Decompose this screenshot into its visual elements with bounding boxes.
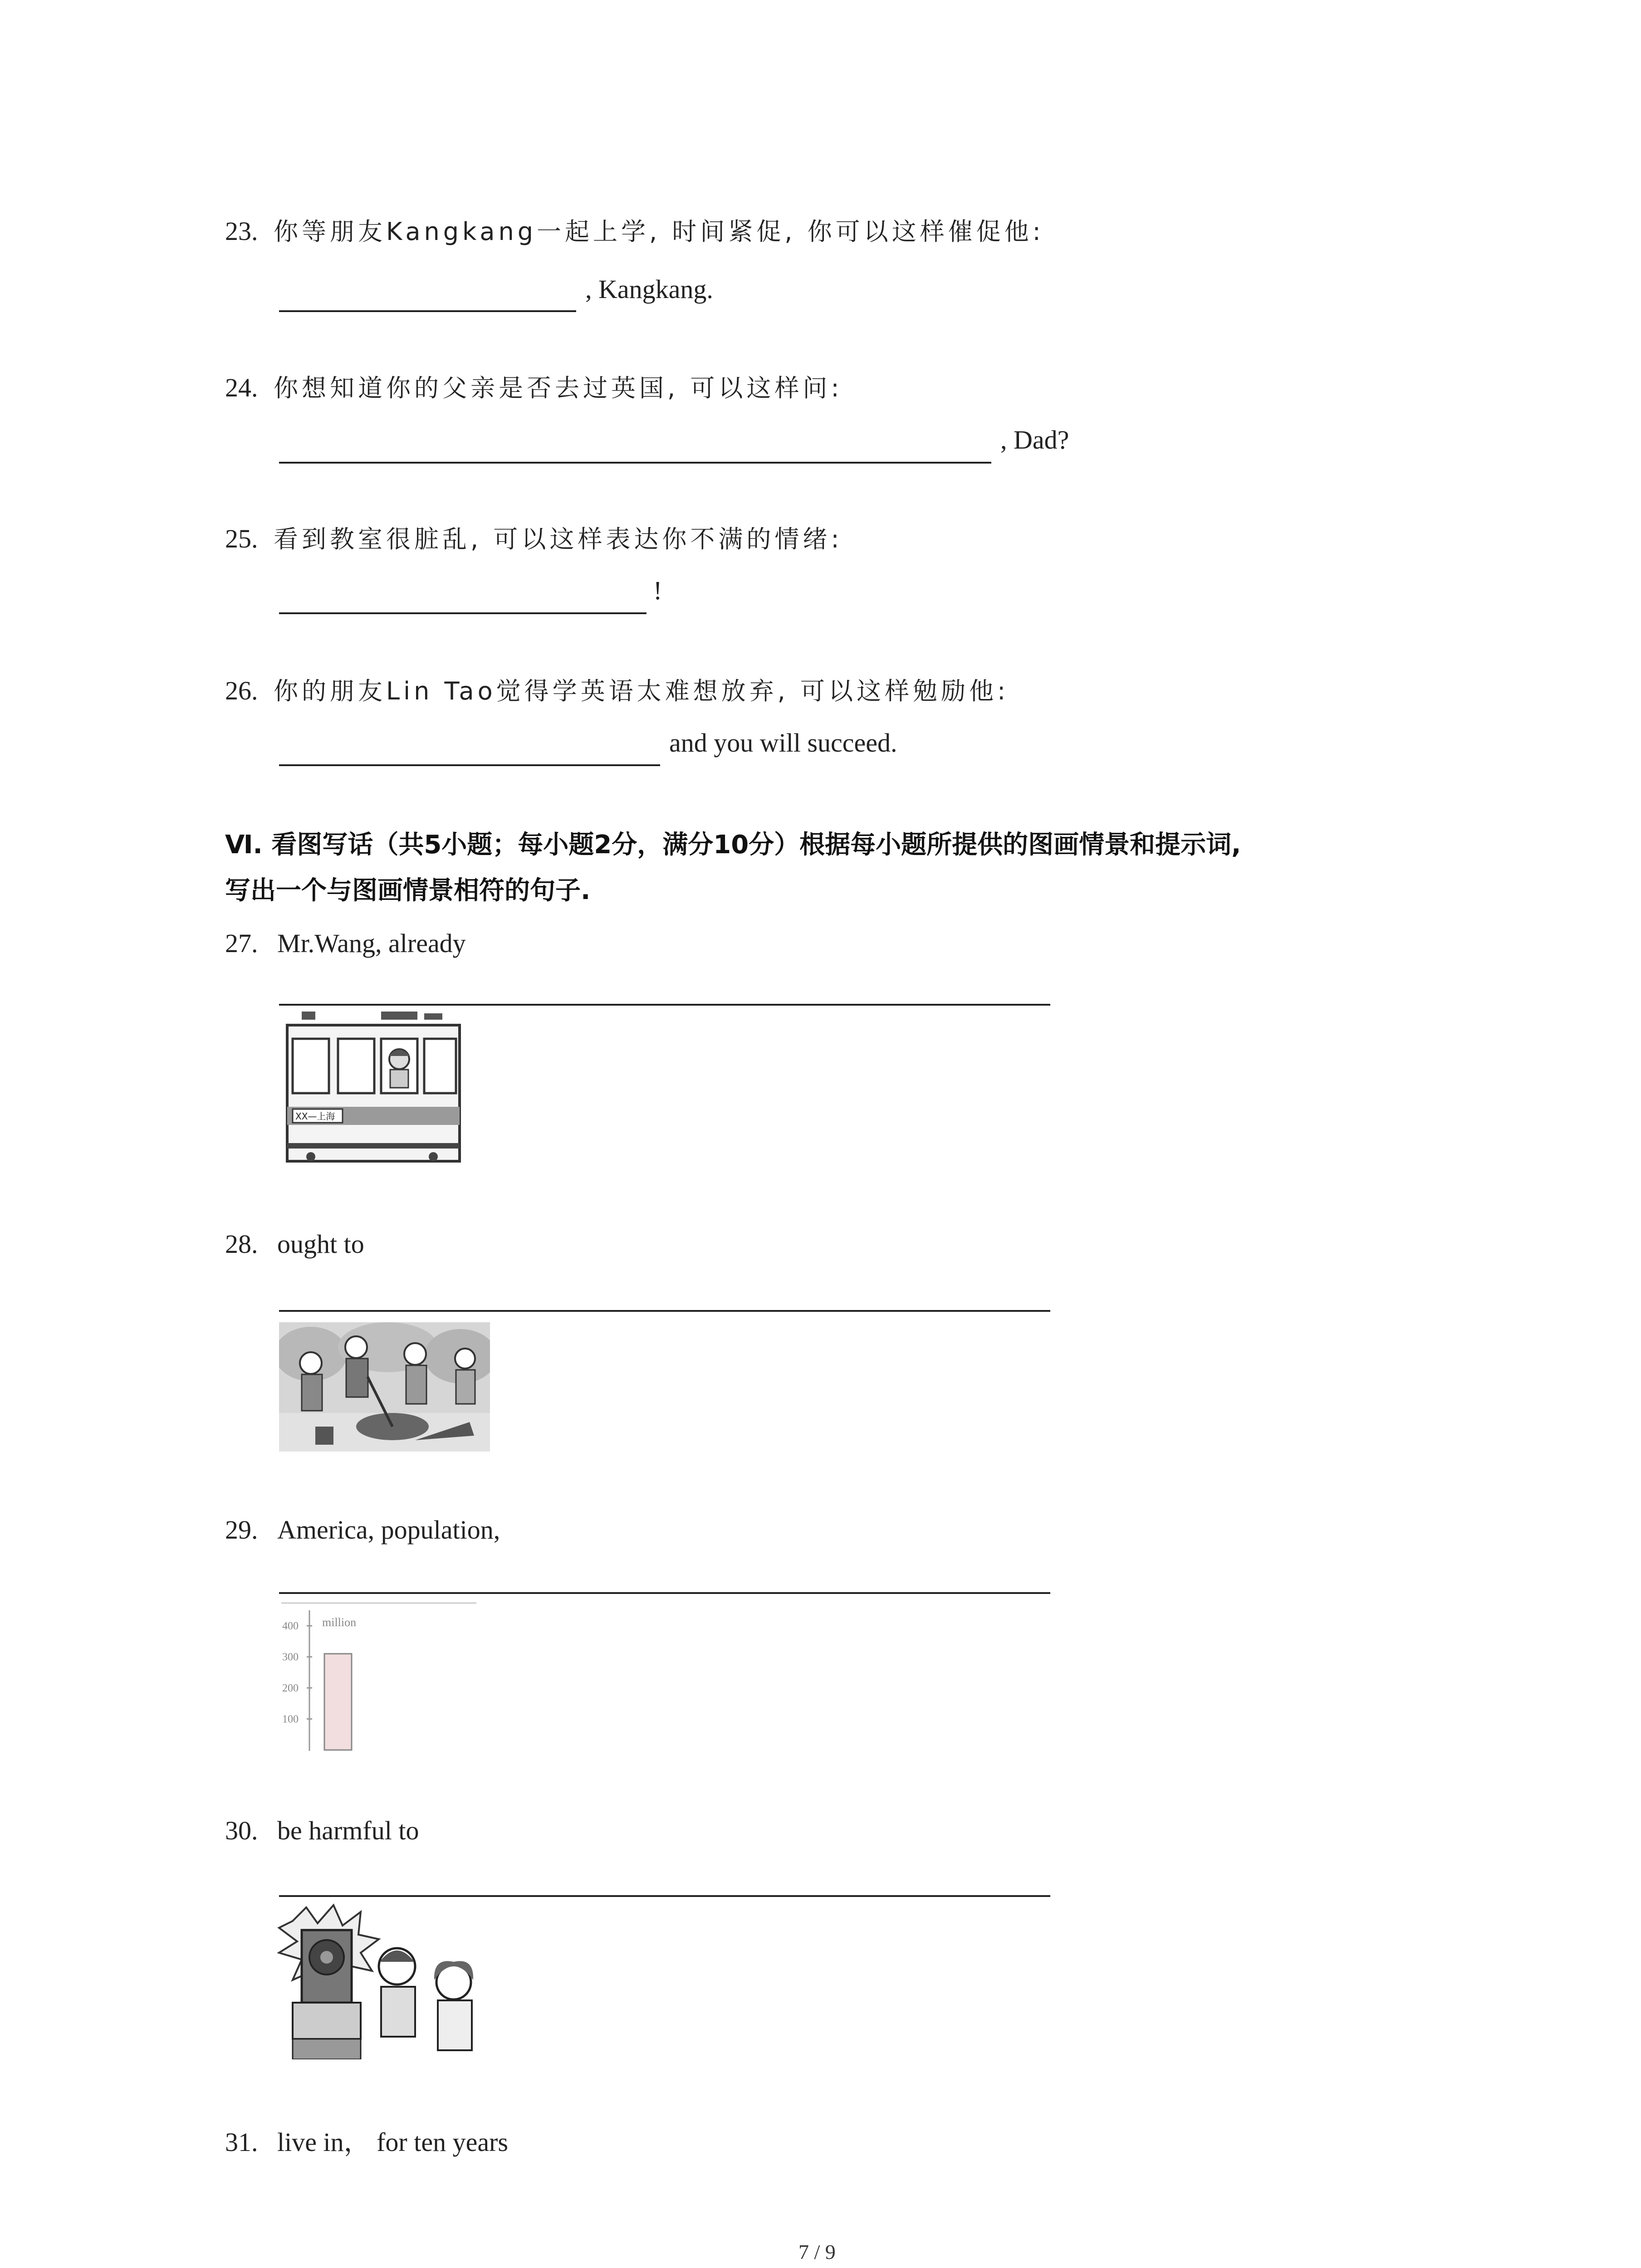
question-number: 23. <box>225 216 258 246</box>
answer-blank-24[interactable] <box>279 462 991 464</box>
y-tick-label: 300 <box>282 1651 299 1663</box>
question-prompt: 你的朋友Lin Tao觉得学英语太难想放弃, 可以这样勉励他: <box>274 677 1009 705</box>
population-bar <box>324 1654 352 1750</box>
question-number: 27. <box>225 929 258 958</box>
question-27 <box>225 925 466 962</box>
question-24 <box>225 370 843 406</box>
answer-tail-26: and you will succeed. <box>669 728 897 758</box>
question-number: 26. <box>225 676 258 705</box>
question-29 <box>225 1512 500 1548</box>
y-tick-label: 100 <box>282 1713 299 1725</box>
section-heading-line-1: Ⅵ. 看图写话（共5小题；每小题2分，满分10分）根据每小题所提供的图画情景和提示词, <box>225 830 1241 860</box>
loud-speaker-picture <box>274 1903 499 2059</box>
question-28 <box>225 1226 364 1262</box>
answer-blank-29[interactable] <box>279 1592 1050 1594</box>
children-planting-trees-picture <box>279 1322 490 1452</box>
question-hint: live in， for ten years <box>277 2127 508 2157</box>
question-number: 29. <box>225 1515 258 1545</box>
question-30 <box>225 1813 419 1849</box>
question-prompt: 你想知道你的父亲是否去过英国, 可以这样问: <box>274 374 843 402</box>
question-hint: be harmful to <box>277 1816 419 1845</box>
question-number: 30. <box>225 1816 258 1845</box>
question-number: 25. <box>225 524 258 553</box>
chart-unit-label: million <box>322 1616 357 1629</box>
section-heading-line-2: 写出一个与图画情景相符的句子. <box>225 876 591 905</box>
answer-blank-30[interactable] <box>279 1895 1050 1897</box>
page-number: 7 / 9 <box>798 2240 836 2263</box>
question-hint: ought to <box>277 1229 364 1259</box>
y-tick-label: 200 <box>282 1682 299 1695</box>
question-25 <box>225 521 843 557</box>
question-hint: Mr.Wang, already <box>277 929 466 958</box>
question-prompt: 你等朋友Kangkang一起上学, 时间紧促, 你可以这样催促他: <box>274 217 1044 246</box>
question-prompt: 看到教室很脏乱, 可以这样表达你不满的情绪: <box>274 525 843 553</box>
train-window-picture <box>284 1012 465 1166</box>
y-tick-label: 400 <box>282 1620 299 1633</box>
answer-blank-26[interactable] <box>279 764 660 766</box>
question-26 <box>225 673 1009 709</box>
question-hint: America, population, <box>277 1515 500 1545</box>
question-number: 24. <box>225 373 258 402</box>
question-number: 28. <box>225 1229 258 1259</box>
answer-blank-25[interactable] <box>279 612 647 614</box>
answer-tail-25: ! <box>653 576 662 605</box>
answer-blank-23[interactable] <box>279 310 576 312</box>
question-31 <box>225 2124 508 2160</box>
answer-blank-27[interactable] <box>279 1004 1050 1006</box>
question-23 <box>225 213 1044 250</box>
population-bar-chart <box>281 1601 485 1755</box>
answer-blank-28[interactable] <box>279 1310 1050 1312</box>
question-number: 31. <box>225 2127 258 2157</box>
train-label: XX—上海 <box>295 1111 335 1122</box>
answer-tail-24: , Dad? <box>1000 425 1069 455</box>
answer-tail-23: , Kangkang. <box>585 274 713 304</box>
